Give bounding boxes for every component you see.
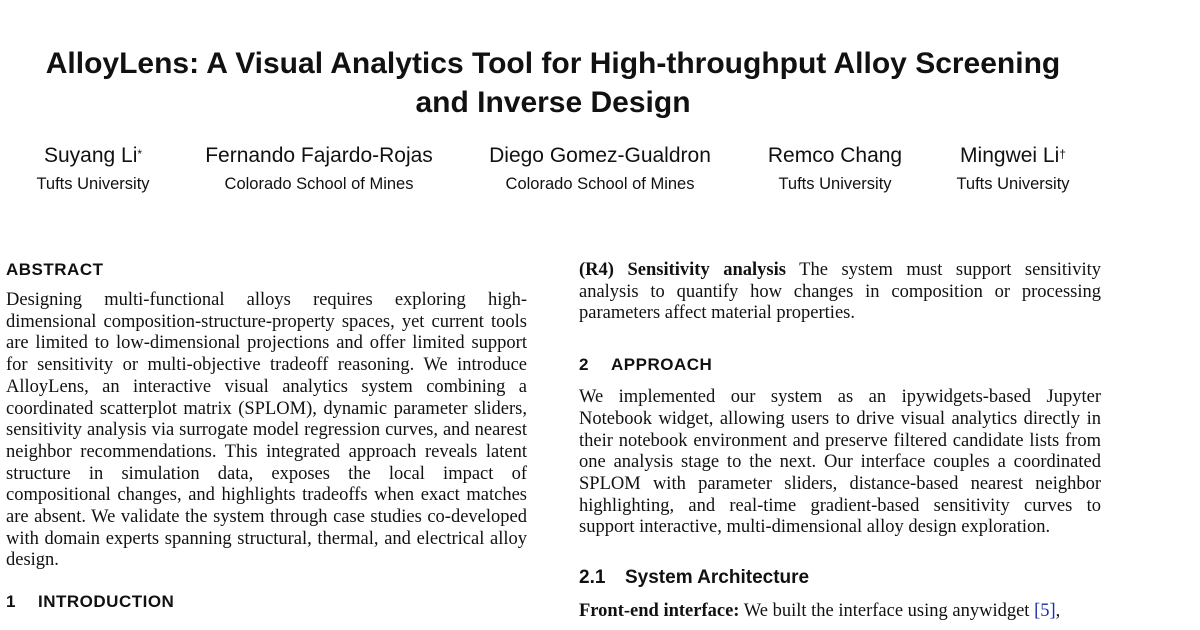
author-affiliation: Colorado School of Mines (505, 175, 695, 193)
abstract-heading: ABSTRACT (6, 260, 104, 279)
author-mark: † (1059, 147, 1066, 161)
title-line-1: AlloyLens: A Visual Analytics Tool for High-throughput Alloy Screening (45, 47, 1061, 80)
requirement-text: The system must support sensitivity analysis to quantify how changes in composition or processing parameters affect material properties. (579, 260, 1101, 324)
author-name: Diego Gomez-Gualdron (489, 144, 711, 167)
approach-heading (579, 355, 1101, 375)
requirement-r4 (579, 260, 1101, 325)
frontend-text: We built the interface using anywidget (743, 601, 1030, 622)
abstract-text: Designing multi-functional alloys requires exploring high-dimensional composition-structure-property spaces, yet current tools are limited to low-dimensional projections and offer limited support for sensitivity or multi-objective tradeoff reasoning. We introduce AlloyLens, an interactive visual analytics system combining a coordinated scatterplot matrix (SPLOM), dynamic parameter sliders, sensitivity analysis via surrogate model regression curves, and nearest neighbor recommendations. This integrated approach reveals latent structure in simulation data, exposes the local impact of compositional changes, and highlights tradeoffs when exact matches are absent. We validate the system through case studies co-developed with domain experts spanning structural, thermal, and electrical alloy design. (6, 290, 527, 571)
left-column (6, 260, 527, 612)
subsection-title: System Architecture (625, 567, 810, 589)
approach-text: We implemented our system as an ipywidgets-based Jupyter Notebook widget, allowing users to drive visual analytics directly in their notebook environment and preserve filtered candidate lists from one analysis stage to the next. Our interface couples a coordinated SPLOM with parameter sliders, distance-based nearest neighbor highlighting, and real-time gradient-based sensitivity curves to support interactive, multi-dimensional alloy design exploration. (579, 387, 1101, 538)
section-number: 1 (6, 592, 16, 612)
frontend-trailing: , (1055, 601, 1061, 622)
author-affiliation: Tufts University (36, 175, 150, 193)
section-title: INTRODUCTION (38, 592, 175, 612)
corresponding-mark: * (137, 147, 143, 161)
author-1 (18, 143, 168, 197)
subsection-number: 2.1 (579, 567, 606, 589)
author-name: Remco Chang (767, 144, 903, 167)
author-affiliation: Tufts University (778, 175, 892, 193)
author-name: Mingwei Li† (960, 144, 1066, 167)
section-number: 2 (579, 355, 589, 375)
author-affiliation: Colorado School of Mines (224, 175, 414, 193)
frontend-label: Front-end interface: (579, 601, 740, 622)
author-name: Suyang Li* (43, 144, 143, 167)
system-architecture-heading (579, 567, 1101, 589)
paper-title (0, 44, 1106, 122)
author-3 (475, 143, 725, 197)
author-name: Fernando Fajardo-Rojas (205, 144, 433, 167)
author-2 (192, 143, 446, 197)
author-affiliation: Tufts University (956, 175, 1070, 193)
section-title: APPROACH (611, 355, 713, 375)
introduction-heading (6, 592, 527, 612)
author-4 (755, 143, 915, 197)
citation-link[interactable]: [5] (1034, 601, 1056, 622)
right-column (579, 260, 1101, 623)
requirement-label: (R4) Sensitivity analysis (579, 260, 786, 280)
title-line-2: and Inverse Design (415, 86, 691, 119)
frontend-paragraph (579, 601, 1101, 623)
author-5 (944, 143, 1082, 197)
